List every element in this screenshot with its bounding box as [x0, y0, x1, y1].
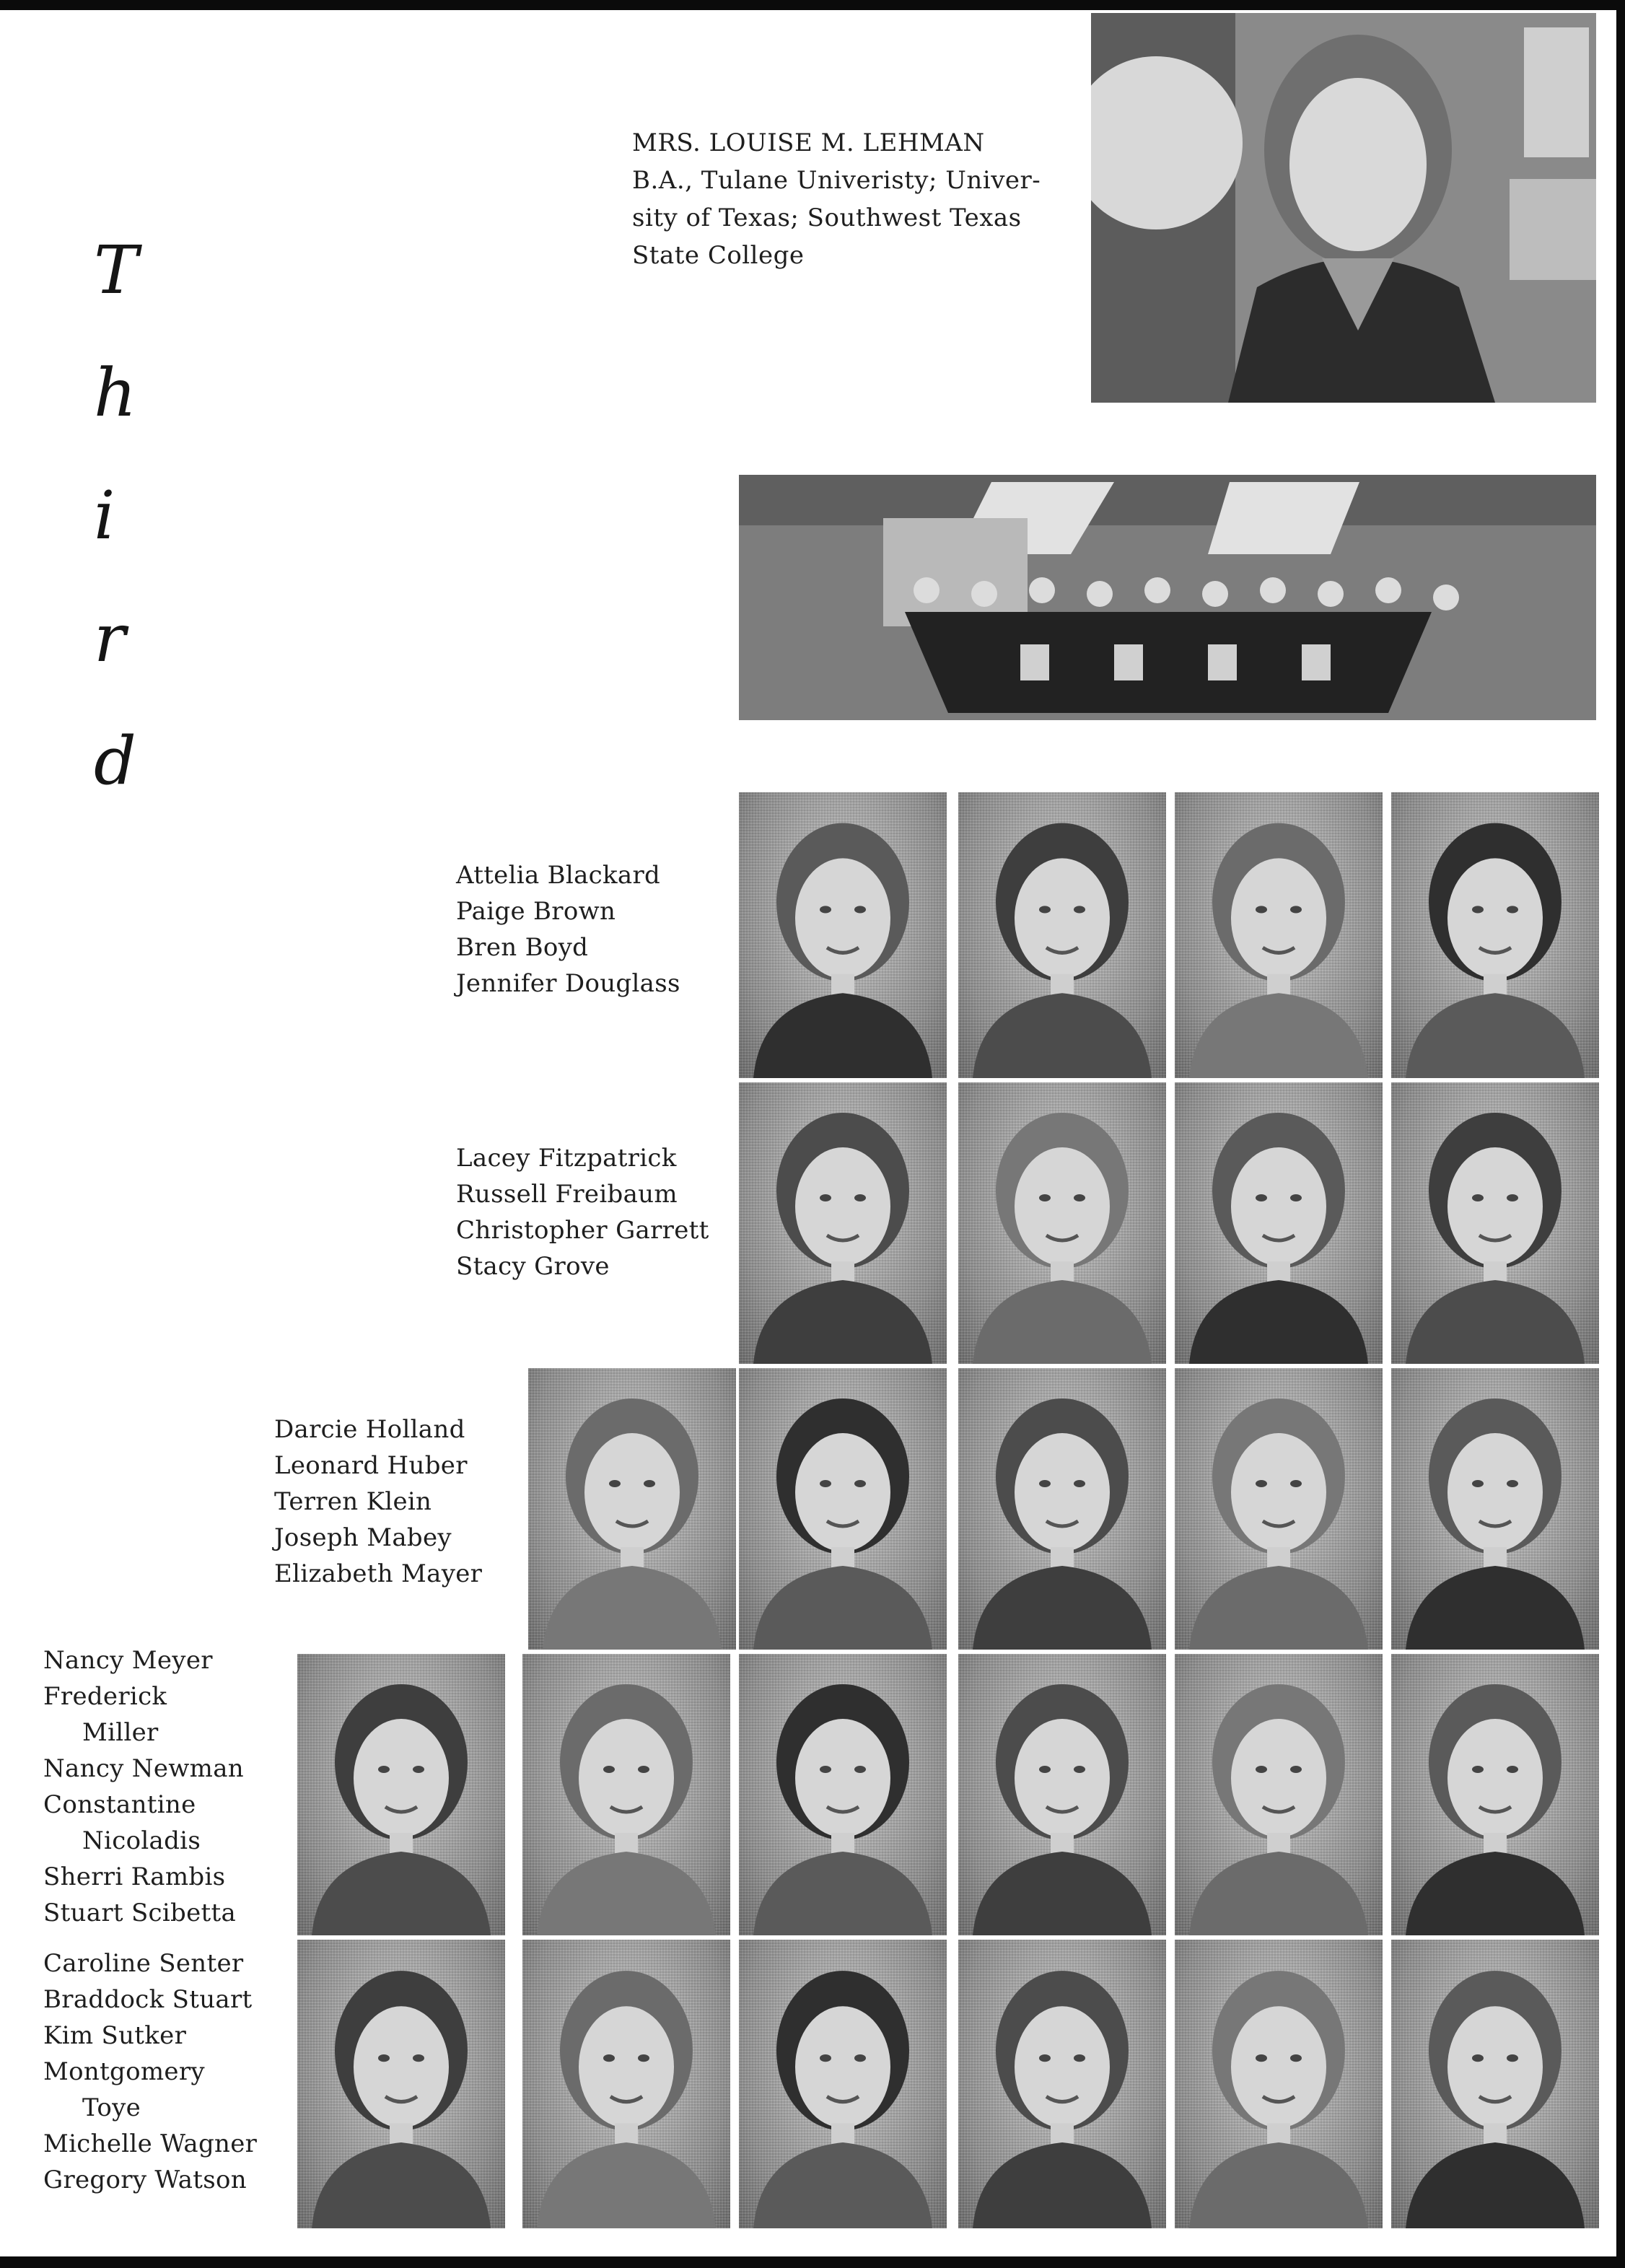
student-name-continued: Toye	[82, 2093, 141, 2122]
student-name: Constantine	[43, 1790, 196, 1819]
student-name: Darcie Holland	[274, 1415, 465, 1444]
page-edge-top	[0, 0, 1625, 10]
student-portrait	[1391, 792, 1599, 1078]
student-name: Leonard Huber	[274, 1451, 468, 1480]
heading-letter: i	[94, 477, 115, 554]
heading-letter: r	[94, 600, 126, 677]
student-name: Lacey Fitzpatrick	[456, 1144, 677, 1173]
student-portrait	[1175, 792, 1383, 1078]
student-name: Nancy Newman	[43, 1754, 244, 1783]
student-name: Elizabeth Mayer	[274, 1559, 483, 1588]
student-name: Braddock Stuart	[43, 1985, 253, 2014]
student-name: Gregory Watson	[43, 2166, 247, 2194]
student-name-continued: Nicoladis	[82, 1826, 201, 1855]
student-name-list	[43, 1945, 257, 2198]
heading-letter: h	[94, 354, 137, 432]
student-portrait	[1175, 1368, 1383, 1650]
student-portrait	[1391, 1940, 1599, 2228]
heading-letter: d	[94, 722, 136, 800]
student-portrait	[1175, 1082, 1383, 1364]
page-edge-right	[1616, 0, 1625, 2268]
student-name: Bren Boyd	[456, 933, 589, 962]
student-portrait	[522, 1940, 730, 2228]
student-name: Michelle Wagner	[43, 2129, 258, 2158]
student-name-list	[456, 857, 680, 1002]
student-name: Russell Freibaum	[456, 1180, 678, 1209]
page-edge-bottom	[0, 2256, 1625, 2268]
student-portrait	[739, 1082, 947, 1364]
student-portrait	[1175, 1940, 1383, 2228]
student-name: Frederick	[43, 1682, 167, 1711]
heading-letter: T	[94, 232, 139, 309]
student-name: Joseph Mabey	[274, 1523, 452, 1552]
student-name: Attelia Blackard	[456, 861, 661, 890]
student-name: Kim Sutker	[43, 2021, 187, 2050]
student-portrait	[739, 792, 947, 1078]
teacher-credentials-line: B.A., Tulane Univeristy; Univer-	[632, 166, 1041, 195]
student-portrait	[528, 1368, 736, 1650]
student-name: Caroline Senter	[43, 1949, 244, 1978]
student-name: Sherri Rambis	[43, 1862, 226, 1891]
student-name-list	[456, 1140, 709, 1284]
student-name: Christopher Garrett	[456, 1216, 709, 1245]
student-name: Nancy Meyer	[43, 1646, 213, 1675]
student-name: Terren Klein	[274, 1487, 432, 1516]
student-portrait	[297, 1654, 505, 1935]
section-heading-vertical	[94, 209, 138, 823]
student-portrait	[1391, 1654, 1599, 1935]
student-portrait	[739, 1654, 947, 1935]
teacher-name: MRS. LOUISE M. LEHMAN	[632, 128, 985, 157]
teacher-caption	[632, 124, 1079, 274]
student-portrait	[1391, 1082, 1599, 1364]
student-portrait	[297, 1940, 505, 2228]
student-name: Jennifer Douglass	[456, 969, 680, 998]
student-portrait	[739, 1368, 947, 1650]
student-name: Stuart Scibetta	[43, 1899, 237, 1927]
student-portrait	[958, 792, 1166, 1078]
student-name: Stacy Grove	[456, 1252, 610, 1281]
student-portrait	[958, 1654, 1166, 1935]
teacher-photo	[1091, 13, 1596, 403]
student-portrait	[522, 1654, 730, 1935]
student-portrait	[958, 1368, 1166, 1650]
student-name: Paige Brown	[456, 897, 616, 926]
student-name-continued: Miller	[82, 1718, 159, 1747]
student-portrait	[739, 1940, 947, 2228]
student-portrait	[958, 1940, 1166, 2228]
student-name-list	[43, 1642, 244, 1931]
teacher-credentials-line: sity of Texas; Southwest Texas	[632, 203, 1022, 232]
student-name-list	[274, 1411, 482, 1592]
student-portrait	[958, 1082, 1166, 1364]
student-portrait	[1175, 1654, 1383, 1935]
class-play-photo	[739, 475, 1596, 720]
teacher-credentials-line: State College	[632, 241, 805, 270]
student-portrait	[1391, 1368, 1599, 1650]
student-name: Montgomery	[43, 2057, 205, 2086]
